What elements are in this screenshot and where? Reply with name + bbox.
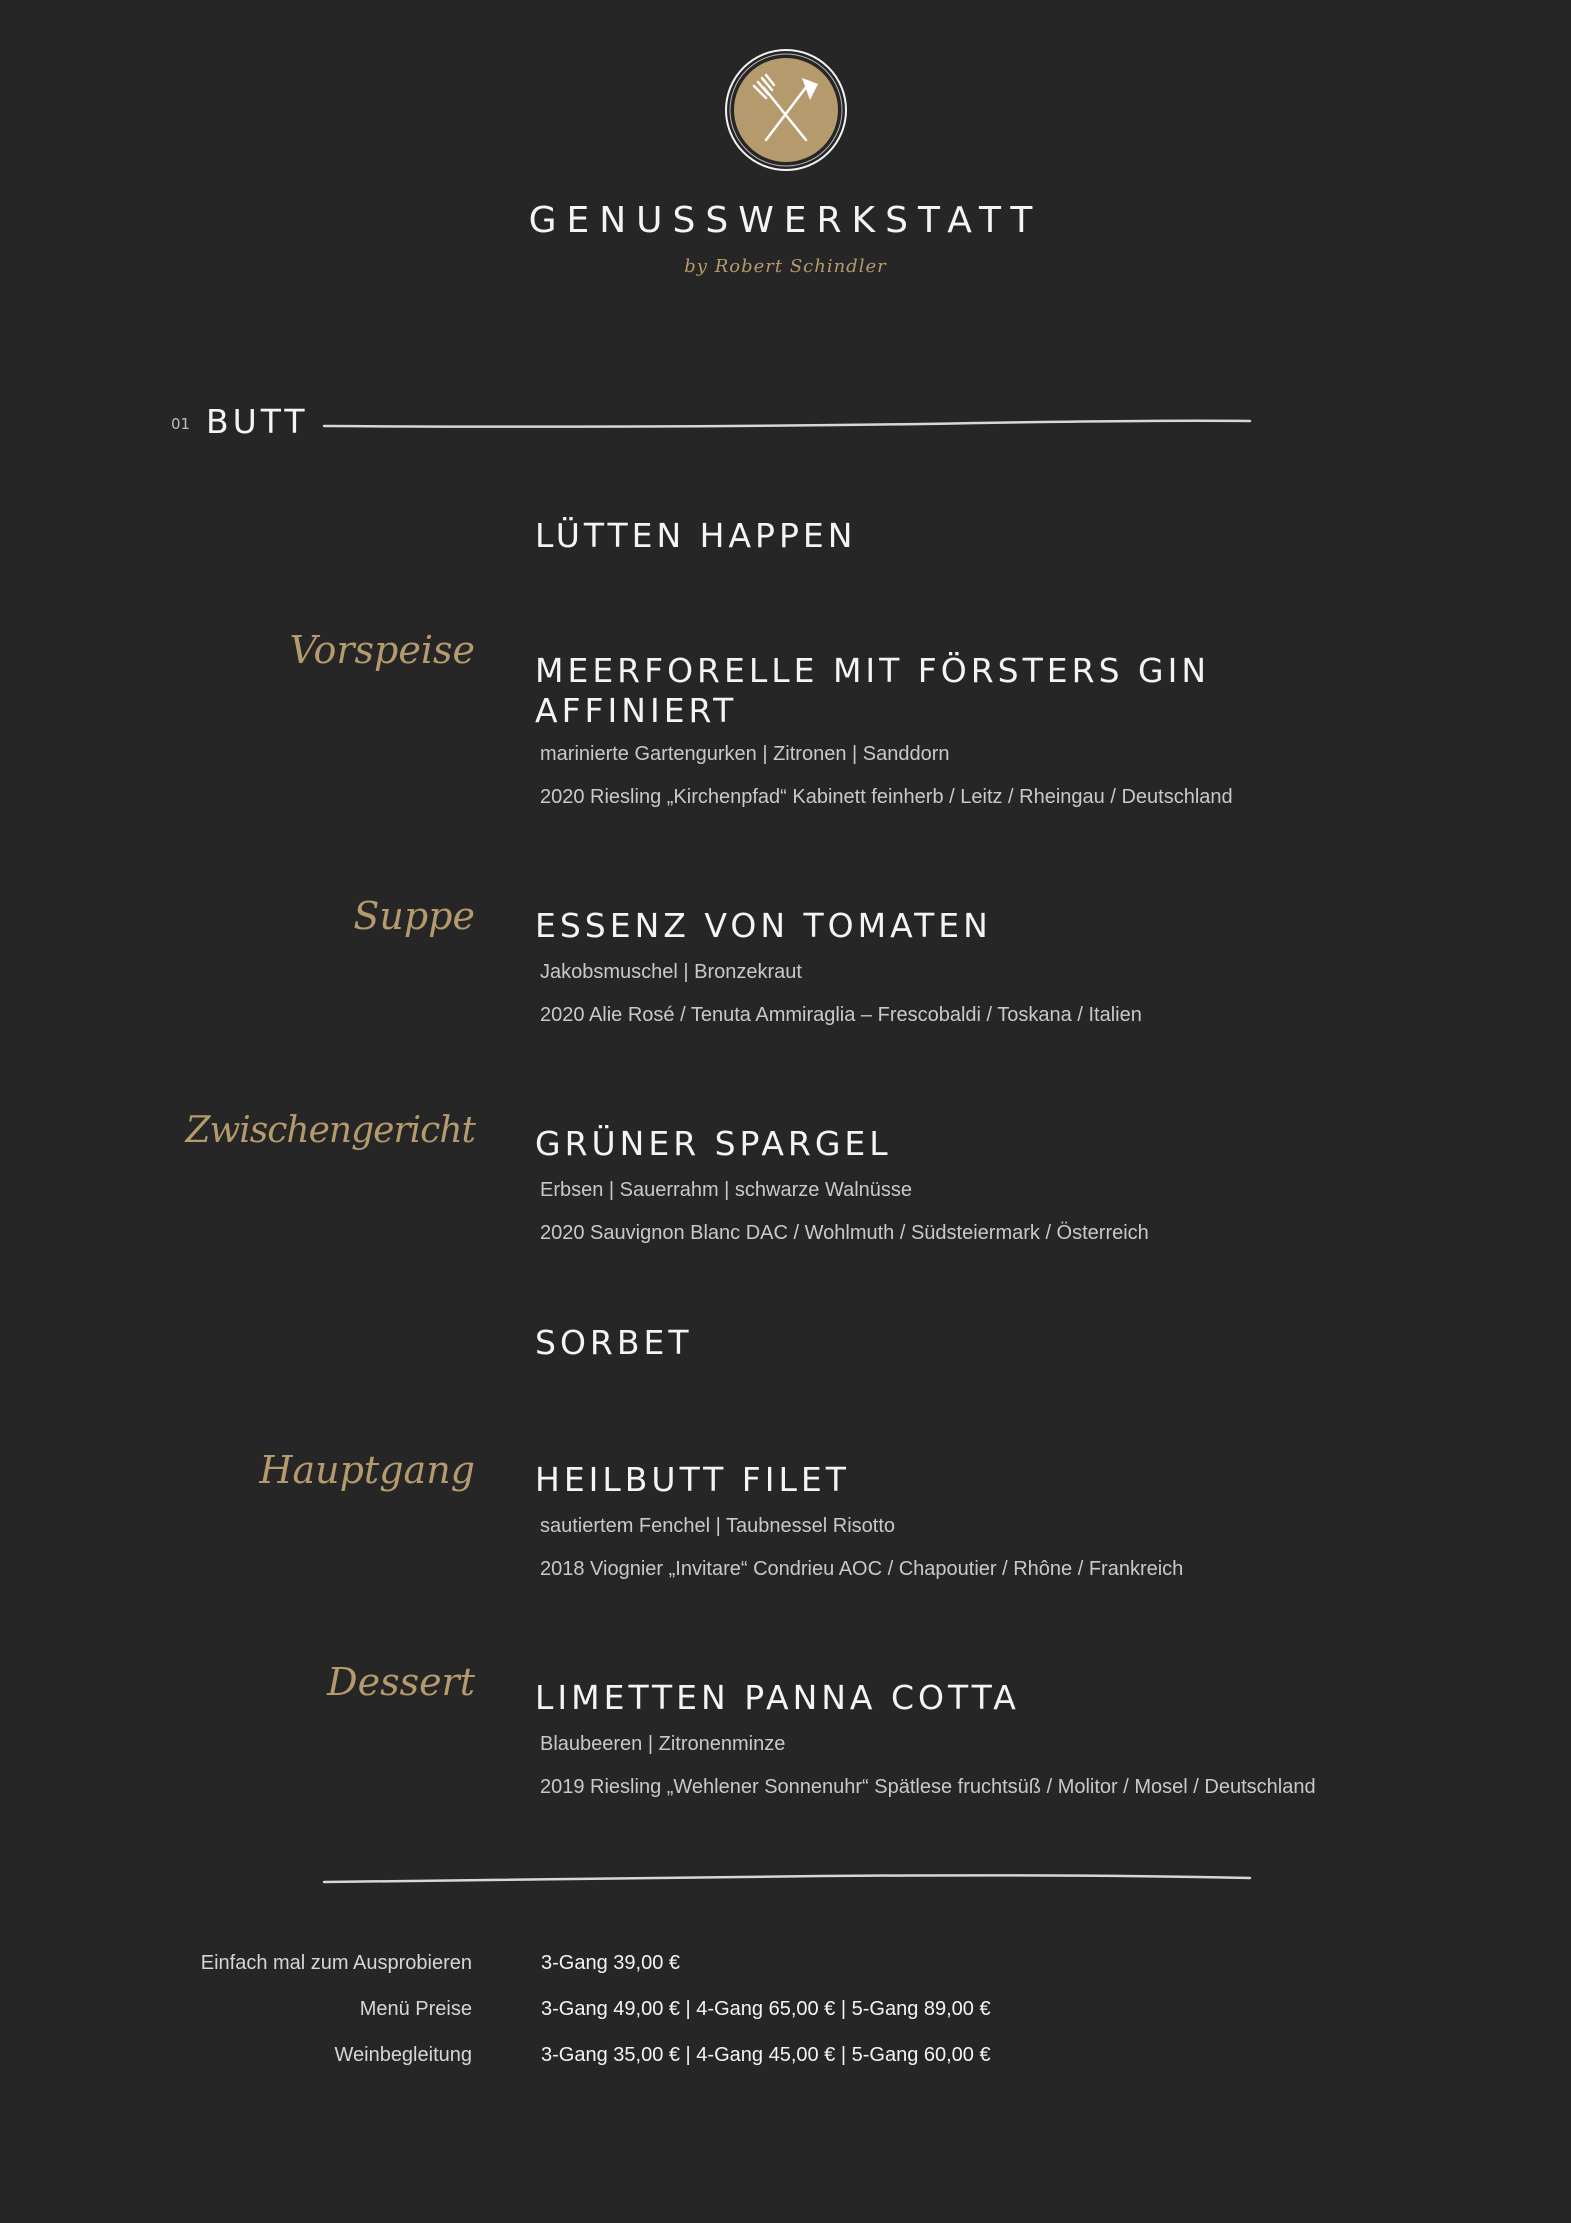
price-value-probe: 3-Gang 39,00 € <box>541 1952 680 1974</box>
price-value-menu: 3-Gang 49,00 € | 4-Gang 65,00 € | 5-Gang 89,00 € <box>541 1998 991 2020</box>
course-title-vorspeise: MEERFORELLE MIT FÖRSTERS GIN AFFINIERT <box>535 651 1210 730</box>
course-wine-suppe: 2020 Alie Rosé / Tenuta Ammiraglia – Frescobaldi / Toskana / Italien <box>540 1004 1142 1026</box>
section-title: BUTT <box>206 402 309 441</box>
divider-bottom <box>322 1868 1252 1888</box>
course-label-zwischengericht: Zwischengericht <box>185 1110 475 1151</box>
course-label-suppe: Suppe <box>353 894 475 938</box>
price-label-menu: Menü Preise <box>359 1998 472 2020</box>
section-number: 01 <box>171 415 191 433</box>
price-value-wein: 3-Gang 35,00 € | 4-Gang 45,00 € | 5-Gang 60,00 € <box>541 2044 991 2066</box>
course-desc-zwischengericht: Erbsen | Sauerrahm | schwarze Walnüsse <box>540 1179 913 1201</box>
course-wine-vorspeise: 2020 Riesling „Kirchenpfad“ Kabinett feinherb / Leitz / Rheingau / Deutschland <box>540 786 1233 808</box>
course-title-dessert: LIMETTEN PANNA COTTA <box>535 1678 1020 1717</box>
course-title-zwischengericht: GRÜNER SPARGEL <box>535 1124 892 1163</box>
crossed-fork-knife-icon <box>724 48 848 172</box>
brand-byline: by Robert Schindler <box>684 256 887 277</box>
course-label-hauptgang: Hauptgang <box>259 1448 475 1492</box>
course-desc-suppe: Jakobsmuschel | Bronzekraut <box>540 961 802 983</box>
brand-title: GENUSSWERKSTATT <box>528 200 1043 241</box>
course-desc-hauptgang: sautiertem Fenchel | Taubnessel Risotto <box>540 1515 896 1537</box>
price-label-probe: Einfach mal zum Ausprobieren <box>200 1952 472 1974</box>
course-desc-vorspeise: marinierte Gartengurken | Zitronen | Sanddorn <box>540 743 950 765</box>
course-wine-dessert: 2019 Riesling „Wehlener Sonnenuhr“ Spätlese fruchtsüß / Molitor / Mosel / Deutschland <box>540 1776 1316 1798</box>
price-label-wein: Weinbegleitung <box>334 2044 472 2066</box>
course-desc-dessert: Blaubeeren | Zitronenminze <box>540 1733 786 1755</box>
course-title-suppe: ESSENZ VON TOMATEN <box>535 906 992 945</box>
course-title-hauptgang: HEILBUTT FILET <box>535 1460 850 1499</box>
course-wine-hauptgang: 2018 Viognier „Invitare“ Condrieu AOC / Chapoutier / Rhône / Frankreich <box>540 1558 1184 1580</box>
divider-top <box>322 412 1252 432</box>
course-label-dessert: Dessert <box>327 1660 475 1704</box>
course-title-amuse: LÜTTEN HAPPEN <box>535 516 857 555</box>
course-wine-zwischengericht: 2020 Sauvignon Blanc DAC / Wohlmuth / Südsteiermark / Österreich <box>540 1222 1149 1244</box>
course-label-vorspeise: Vorspeise <box>289 628 475 672</box>
course-title-sorbet: SORBET <box>535 1323 693 1362</box>
logo <box>724 48 848 172</box>
